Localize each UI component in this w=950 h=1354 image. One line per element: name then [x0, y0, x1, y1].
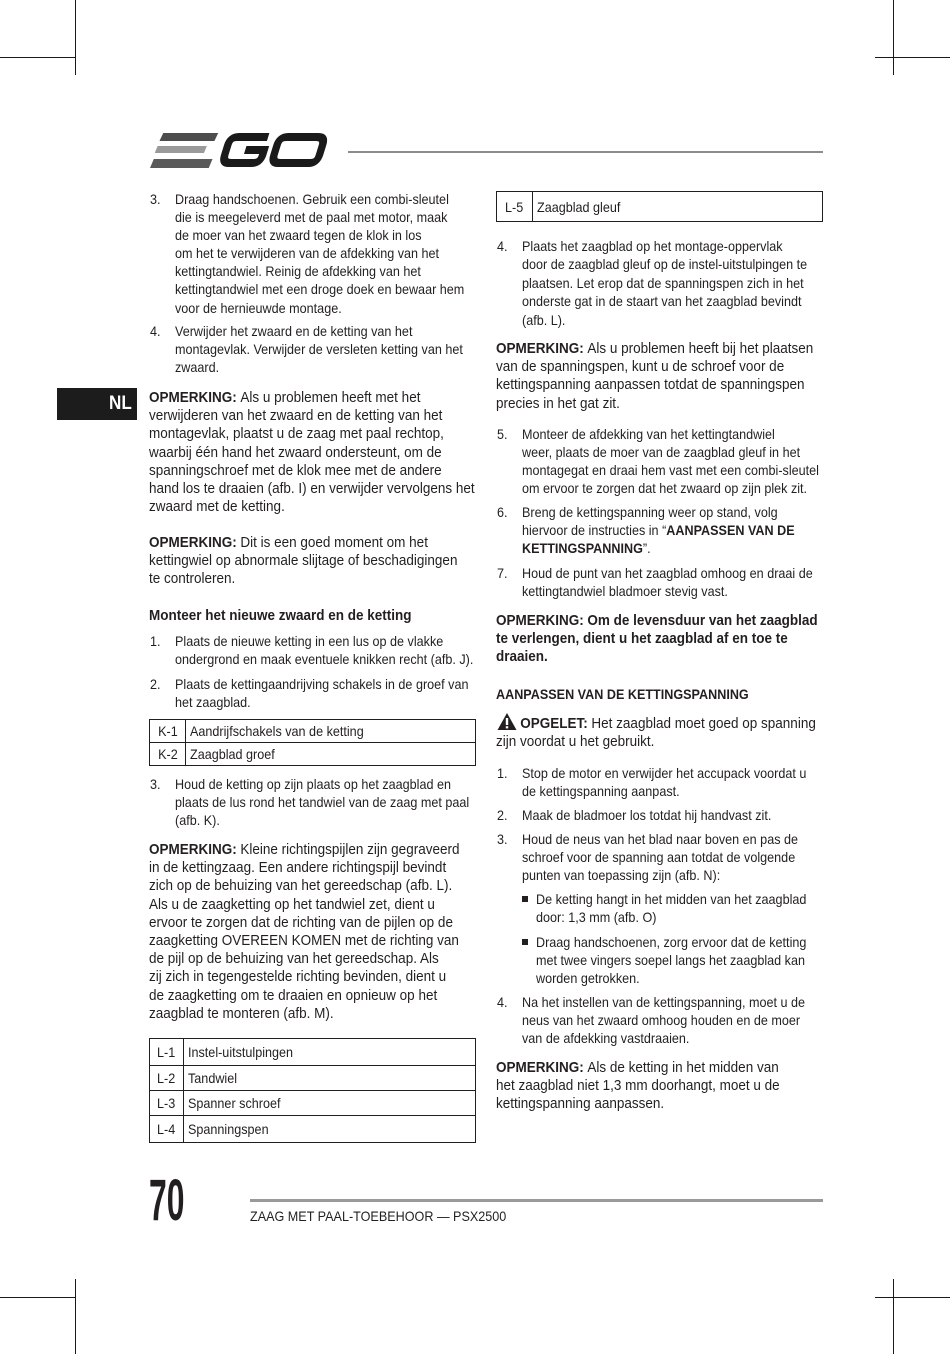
note — [149, 534, 457, 589]
table-row — [150, 720, 475, 742]
part-id: L-5 — [505, 198, 524, 215]
step-number: 5. — [497, 426, 508, 442]
table-cell-id — [150, 1066, 184, 1090]
step-text: Draag handschoenen. Gebruik een combi-sleutel die is meegeleverd met de paal met motor, maak de moer van het zwaard tegen de klok in los om het te verwijderen van de afdekking van het kettingtandwiel. Reinig de afdekking van het kettingtandwiel met een droge doek en bewaar hem voor de hernieuwde montage. — [175, 191, 465, 316]
step-number: 7. — [497, 565, 508, 581]
note-label: OPMERKING: — [496, 340, 584, 357]
footer-rule — [250, 1199, 823, 1202]
note-text: Dit is een goed moment om het kettingwiel op abnormale slijtage of beschadigingen te controleren. — [149, 534, 458, 588]
step-text: Plaats het zaagblad op het montage-oppervlak door de zaagblad gleuf op de instel-uitstulpingen te plaatsen. Let erop dat de spanningspen zich in het onderste gat in de staart van het zaagblad bevindt (afb. L). — [522, 238, 808, 328]
note-label: OPMERKING: — [149, 389, 237, 406]
part-id: L-2 — [157, 1070, 176, 1086]
parts-table-l5 — [496, 191, 823, 222]
step-number: 3. — [150, 776, 161, 792]
step-number: 4. — [150, 323, 161, 339]
table-row — [497, 192, 822, 221]
table-cell-label — [533, 192, 822, 221]
table-cell-label — [184, 1116, 475, 1142]
note-text: Als u problemen heeft met het verwijderen van het zwaard en de ketting van het montagevlak, plaatst u de zaag met paal rechtop, waarbij één hand het zwaard ondersteunt, om de spanningschroef met de klok mee met de andere hand los te draaien (afb. I) en verwijder vervolgens het zwaard met de ketting. — [149, 389, 475, 516]
note-label: OPMERKING: — [496, 612, 584, 629]
note — [149, 389, 475, 516]
step-text: Plaats de kettingaandrijving schakels in de groef van het zaagblad. — [175, 676, 469, 711]
logo-o-letter — [272, 137, 325, 163]
step-text — [522, 503, 795, 557]
note-label: OPMERKING: — [149, 841, 237, 858]
part-label: Tandwiel — [188, 1070, 238, 1086]
logo-e-middle-bar — [155, 146, 207, 153]
ego-logo — [150, 130, 330, 170]
note — [149, 841, 459, 1023]
table-cell-id — [150, 720, 186, 742]
note — [496, 612, 818, 667]
language-tab-label: NL — [109, 393, 132, 414]
step-text: Na het instellen van de kettingspanning, moet u de neus van het zwaard omhoog houden en de moer van de afdekking vastdraaien. — [522, 994, 805, 1047]
bullet-icon — [522, 896, 528, 902]
step-text: Houd de ketting op zijn plaats op het zaagblad en plaats de lus rond het tandwiel van de zaag met paal (afb. K). — [175, 776, 470, 829]
step-number: 6. — [497, 504, 508, 520]
step-number: 1. — [150, 633, 161, 649]
part-label: Spanner schroef — [188, 1095, 281, 1111]
part-id: K-1 — [157, 723, 178, 739]
warning-body: Het zaagblad moet goed op spanning zijn voordat u het gebruikt. — [496, 715, 816, 751]
section-heading: Monteer het nieuwe zwaard en de ketting — [149, 607, 412, 624]
table-cell-label — [186, 720, 475, 742]
logo-g-letter — [222, 137, 268, 163]
step-text: Plaats de nieuwe ketting in een lus op de vlakke ondergrond en maak eventuele knikken recht (afb. J). — [175, 633, 474, 668]
bullet-text: De ketting hangt in het midden van het zaagblad door: 1,3 mm (afb. O) — [536, 891, 807, 926]
part-id: L-1 — [157, 1044, 176, 1060]
part-label: Zaagblad groef — [190, 746, 275, 762]
step-text: Maak de bladmoer los totdat hij handvast zit. — [522, 807, 772, 823]
step-text: Stop de motor en verwijder het accupack voordat u de kettingspanning aanpast. — [522, 765, 807, 800]
step-text: Houd de punt van het zaagblad omhoog en draai de kettingtandwiel bladmoer stevig vast. — [522, 565, 813, 600]
note-text: Als u problemen heeft bij het plaatsen van de spanningspen, kunt u de schroef voor de kettingspanning aanpassen totdat de spanningspen precies in het gat zit. — [496, 340, 814, 412]
step-number: 1. — [497, 765, 508, 781]
part-label: Zaagblad gleuf — [537, 198, 621, 215]
part-id: K-2 — [157, 746, 178, 762]
table-row — [150, 1115, 475, 1142]
crop-mark — [75, 0, 76, 75]
note-label: OPMERKING: — [149, 534, 237, 551]
footer-title: ZAAG MET PAAL-TOEBEHOOR — PSX2500 — [250, 1208, 507, 1224]
note — [496, 1059, 780, 1114]
part-id: L-4 — [157, 1121, 176, 1137]
part-label: Spanningspen — [188, 1121, 269, 1137]
step-text: Monteer de afdekking van het kettingtandwiel weer, plaats de moer van de zaagblad gleuf in het montagegat en draai hem vast met een combi-sleutel om ervoor te zorgen dat het zwaard op zijn plek zit. — [522, 426, 819, 497]
note-label: OPMERKING: — [496, 1059, 584, 1076]
table-cell-label — [184, 1066, 475, 1090]
crop-mark — [875, 1297, 950, 1298]
section-reference: AANPASSEN VAN DE KETTINGSPANNING — [522, 522, 795, 557]
table-cell-label — [186, 743, 475, 765]
language-tab — [57, 388, 137, 420]
crop-mark — [0, 57, 75, 58]
table-cell-id — [150, 1091, 184, 1115]
warning-text — [496, 715, 816, 751]
logo-e-bottom-bar — [150, 159, 213, 168]
step-text-part: Breng de kettingspanning weer op stand, volg hiervoor de instructies in “ — [522, 504, 778, 539]
step-number: 3. — [497, 831, 508, 847]
step-text: Houd de neus van het blad naar boven en pas de schroef voor de spanning aan totdat de volgende punten van toepassing zijn (afb. N): — [522, 831, 799, 884]
table-row — [150, 1039, 475, 1065]
crop-mark — [0, 1297, 75, 1298]
crop-mark — [893, 0, 894, 75]
part-label: Aandrijfschakels van de ketting — [190, 723, 364, 739]
note-text: Om de levensduur van het zaagblad te verlengen, dient u het zaagblad af en toe te draaien. — [496, 612, 818, 666]
step-number: 3. — [150, 191, 161, 207]
parts-table-l — [149, 1038, 476, 1143]
table-cell-label — [184, 1039, 475, 1065]
section-heading: AANPASSEN VAN DE KETTINGSPANNING — [496, 686, 749, 702]
crop-mark — [893, 1279, 894, 1354]
step-text: Verwijder het zwaard en de ketting van het montagevlak. Verwijder de versleten ketting van het zwaard. — [175, 323, 463, 376]
table-cell-id — [150, 743, 186, 765]
table-cell-id — [150, 1116, 184, 1142]
table-row — [150, 1090, 475, 1115]
step-number: 2. — [150, 676, 161, 692]
table-cell-id — [497, 192, 533, 221]
parts-table-k — [149, 719, 476, 766]
table-cell-label — [184, 1091, 475, 1115]
part-label: Instel-uitstulpingen — [188, 1044, 294, 1060]
note-text: Als de ketting in het midden van het zaagblad niet 1,3 mm doorhangt, moet u de kettingspanning aanpassen. — [496, 1059, 780, 1113]
step-number: 2. — [497, 807, 508, 823]
table-row — [150, 742, 475, 765]
step-number: 4. — [497, 238, 508, 254]
logo-e-top-bar — [159, 133, 218, 141]
page-number: 70 — [149, 1168, 185, 1233]
crop-mark — [875, 57, 950, 58]
bullet-text: Draag handschoenen, zorg ervoor dat de ketting met twee vingers soepel langs het zaagblad kan worden getrokken. — [536, 934, 807, 987]
header-rule — [348, 151, 823, 153]
bullet-icon — [522, 939, 528, 945]
crop-mark — [75, 1279, 76, 1354]
step-number: 4. — [497, 994, 508, 1010]
note — [496, 340, 813, 413]
note-text: Kleine richtingspijlen zijn gegraveerd in de kettingzaag. Een andere richtingspijl bevindt zich op de behuizing van het gereedschap (afb. L). Als u de zaagketting op het tandwiel zet, dient u ervoor te zorgen dat de richting van de pijlen op de zaagketting OVEREEN KOMEN met de richting van de pijl op de behuizing van het gereedschap. Als zij zich in tegengestelde richting bevinden, dient u de zaagketting om te draaien en opnieuw op het zaagblad te monteren (afb. M). — [149, 841, 460, 1022]
warning-label: OPGELET: — [520, 715, 588, 732]
table-row — [150, 1065, 475, 1090]
step-text-part: ”. — [642, 540, 651, 557]
table-cell-id — [150, 1039, 184, 1065]
part-id: L-3 — [157, 1095, 176, 1111]
